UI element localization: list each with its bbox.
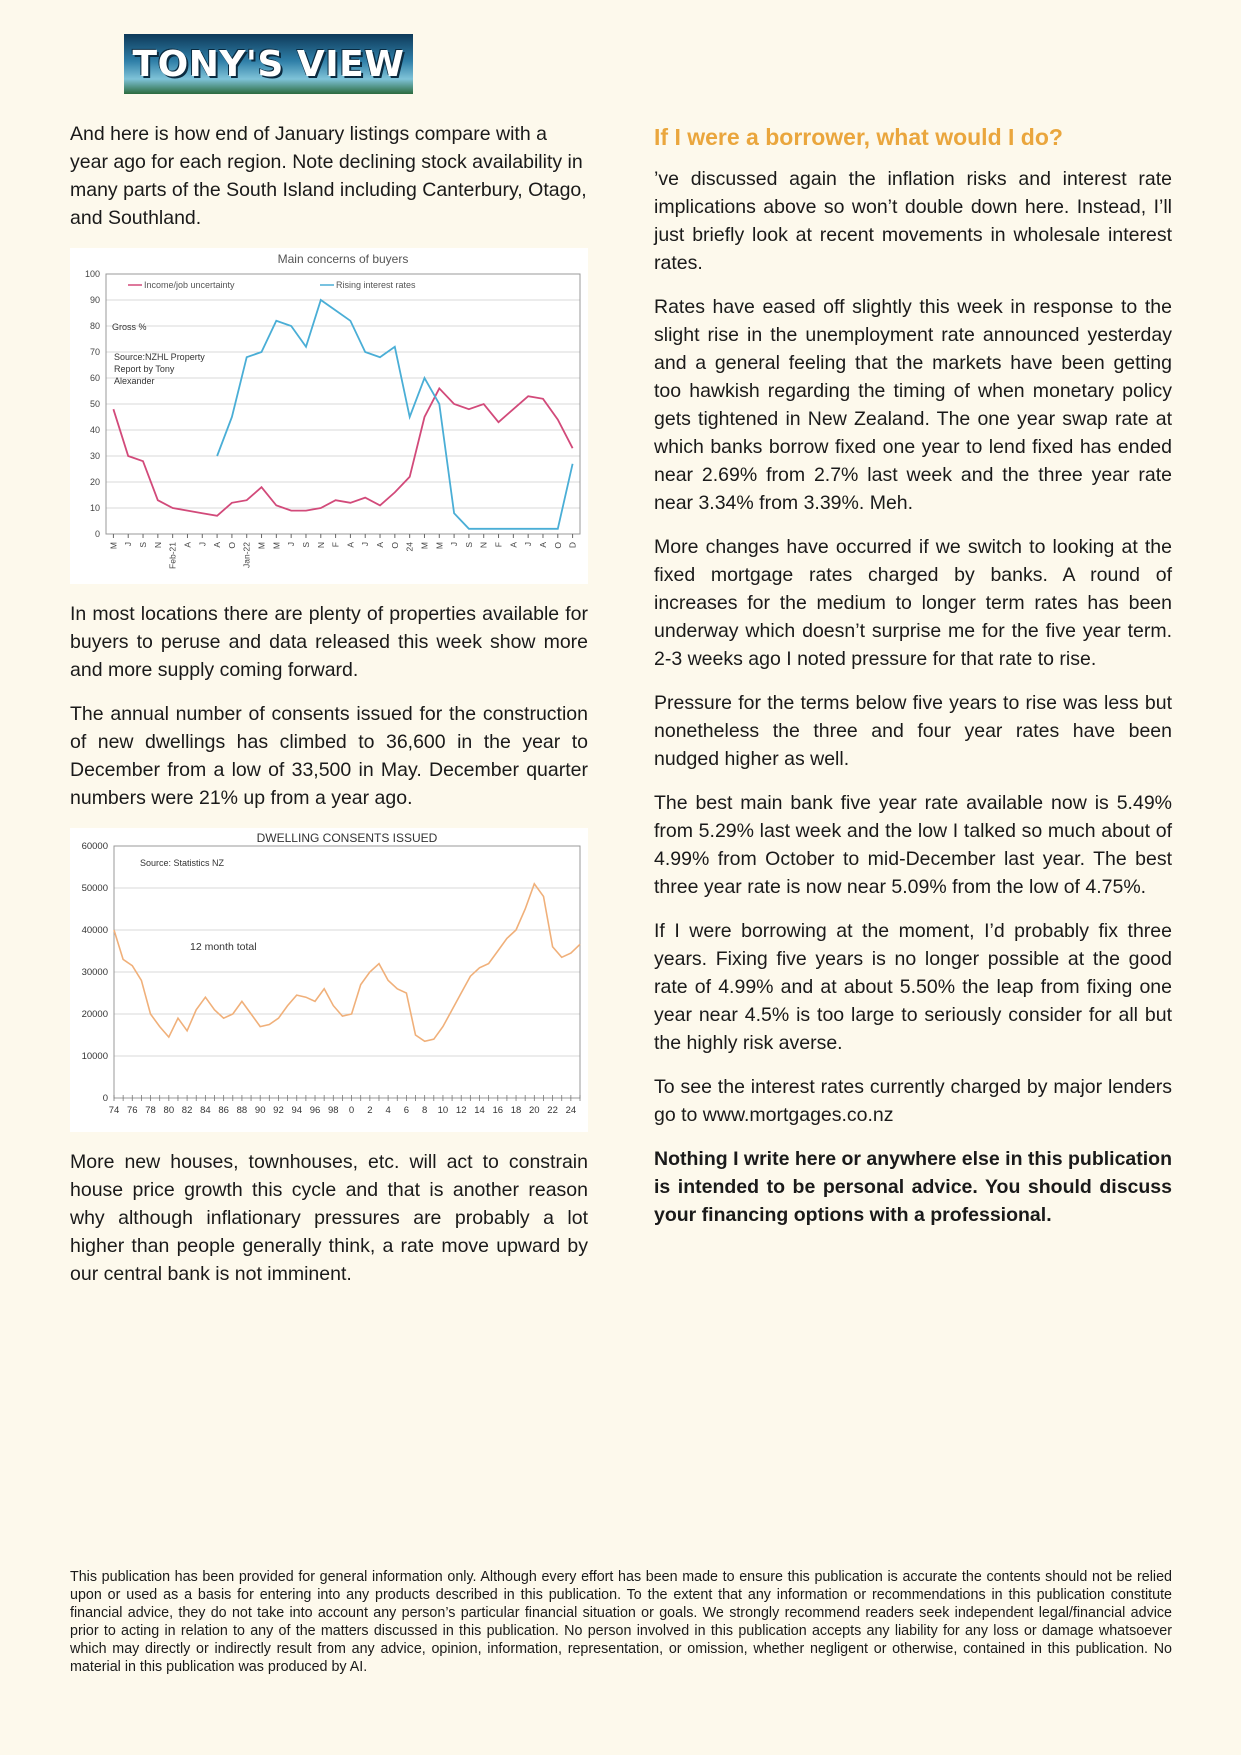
y-tick-label: 60 (89, 373, 100, 383)
x-tick-label: M (108, 542, 119, 550)
supply-paragraph: In most locations there are plenty of properties available for buyers to peruse and data released this week show more and more supply coming forward. (70, 603, 588, 681)
x-tick-label: A (182, 542, 193, 548)
left-column (70, 120, 588, 1304)
five-year-rate-paragraph: The best main bank five year rate available now is 5.49% from 5.29% last week and the low I talked so much about of 4.99% from October to mid-December last year. The best three year rate is now near 5.09% from the low of 4.75%. (654, 792, 1172, 898)
disclaimer: This publication has been provided for general information only. Although every effort has been made to ensure this publication is accurate the contents should not be relied upon or used as a basis for entering into any products described in this publication. To the extent that any information or recommendations in this publication constitute financial advice, they do not take into account any person’s particular financial situation or goals. We strongly recommend readers seek independent legal/financial advice prior to acting in relation to any of the matters discussed in this publication. No person involved in this publication accepts any liability for any loss or damage whatsoever which may directly or indirectly result from any advice, opinion, information, representation, or omission, whether negligent or otherwise, contained in this publication. No material in this publication was produced by AI. (70, 1569, 1172, 1675)
x-tick-label: N (152, 542, 163, 549)
x-tick-label: O (226, 542, 237, 549)
listings-paragraph: And here is how end of January listings compare with a year ago for each region. Note declining stock availability in many parts of the South Island including Canterbury, Otago, and Southland. (70, 123, 587, 229)
x-tick-label: Feb-21 (167, 542, 178, 569)
legend-label: Rising interest rates (336, 280, 416, 290)
x-tick-label: 6 (403, 1105, 410, 1116)
right-column (654, 120, 1172, 1245)
x-tick-label: M (419, 542, 430, 550)
consents-paragraph: The annual number of consents issued for the construction of new dwellings has climbed to 36,600 in the year to December from a low of 33,500 in May. December quarter numbers were 21% up from a year ago. (70, 703, 588, 809)
x-tick-label: 88 (236, 1105, 248, 1116)
series-line (113, 388, 572, 515)
chart-title: DWELLING CONSENTS ISSUED (256, 831, 438, 845)
y-axis-label: Gross % (112, 322, 147, 332)
y-tick-label: 50000 (81, 883, 108, 894)
x-tick-label: N (478, 542, 489, 549)
y-tick-label: 10000 (81, 1051, 108, 1062)
chart-source-note: Source:NZHL Property (114, 351, 205, 362)
x-tick-label: 24 (404, 542, 415, 552)
x-tick-label: J (286, 542, 297, 547)
x-tick-label: A (537, 542, 548, 548)
x-tick-label: 20 (529, 1105, 540, 1116)
y-tick-label: 40000 (81, 925, 108, 936)
x-tick-label: O (389, 542, 400, 549)
x-tick-label: A (212, 542, 223, 548)
x-tick-label: A (375, 542, 386, 548)
x-tick-label: 24 (565, 1105, 577, 1116)
x-tick-label: 8 (422, 1105, 428, 1116)
x-tick-label: 0 (348, 1105, 355, 1116)
chart-source-note: Source: Statistics NZ (140, 857, 225, 868)
dwelling-consents-chart (70, 828, 588, 1132)
x-tick-label: J (123, 542, 134, 547)
x-tick-label: 84 (200, 1105, 211, 1116)
series-line (217, 300, 572, 529)
chart-source-note: Alexander (114, 375, 155, 386)
series-line (114, 884, 580, 1042)
x-tick-label: D (567, 542, 578, 549)
x-tick-label: J (197, 542, 208, 547)
x-tick-label: 22 (547, 1105, 558, 1116)
x-tick-label: S (300, 542, 311, 548)
legend-label: Income/job uncertainty (144, 280, 235, 290)
x-tick-label: 18 (510, 1105, 522, 1116)
x-tick-label: A (345, 542, 356, 548)
x-tick-label: 10 (437, 1105, 449, 1116)
x-tick-label: M (434, 542, 445, 550)
x-tick-label: A (508, 542, 519, 548)
x-tick-label: 90 (254, 1105, 266, 1116)
y-tick-label: 20 (89, 477, 100, 487)
x-tick-label: Jan-22 (241, 542, 252, 568)
y-tick-label: 70 (89, 347, 100, 357)
x-tick-label: 98 (328, 1105, 339, 1116)
y-tick-label: 80 (89, 321, 100, 331)
x-tick-label: 78 (145, 1105, 156, 1116)
not-advice-paragraph: Nothing I write here or anywhere else in this publication is intended to be personal advice. You should discuss your financing options with a professional. (654, 1148, 1172, 1226)
wholesale-rates-paragraph: ’ve discussed again the inflation risks and interest rate implications above so won’t double down here. Instead, I’ll just briefly look at recent movements in wholesale interest rates. (654, 168, 1172, 274)
house-price-paragraph: More new houses, townhouses, etc. will act to constrain house price growth this cycle and that is another reason why although inflationary pressures are probably a lot higher than people generally think, a rate move upward by our central bank is not imminent. (70, 1151, 588, 1285)
x-tick-label: 12 (455, 1105, 467, 1116)
y-tick-label: 30000 (81, 967, 108, 978)
x-tick-label: J (360, 542, 371, 547)
chart-source-note: Report by Tony (114, 363, 175, 374)
tonys-view-logo (124, 34, 413, 94)
y-tick-label: 40 (89, 425, 100, 435)
x-tick-label: M (271, 542, 282, 550)
logo-text: TONY'S VIEW (132, 43, 405, 85)
x-tick-label: 96 (309, 1105, 321, 1116)
mortgages-link-paragraph: To see the interest rates currently charged by major lenders go to www.mortgages.co.nz (654, 1076, 1172, 1126)
x-tick-label: 94 (291, 1105, 303, 1116)
x-tick-label: J (449, 542, 460, 547)
x-tick-label: 76 (126, 1105, 138, 1116)
x-tick-label: 14 (474, 1105, 485, 1116)
shorter-terms-paragraph: Pressure for the terms below five years to rise was less but nonetheless the three and four year rates have been nudged higher as well. (654, 692, 1172, 770)
x-tick-label: 86 (218, 1105, 229, 1116)
x-tick-label: S (463, 542, 474, 548)
y-tick-label: 30 (89, 451, 100, 461)
fix-three-years-paragraph: If I were borrowing at the moment, I’d probably fix three years. Fixing five years is no longer possible at the good rate of 4.99% and at about 5.50% the leap from fixing one year near 4.5% is too large to seriously consider for all but the highly risk averse. (654, 920, 1172, 1054)
x-tick-label: J (523, 542, 534, 547)
x-tick-label: 4 (385, 1105, 391, 1116)
y-tick-label: 0 (102, 1093, 108, 1104)
y-tick-label: 20000 (81, 1009, 108, 1020)
series-label: 12 month total (190, 940, 257, 953)
chart-title: Main concerns of buyers (277, 252, 409, 266)
y-tick-label: 10 (89, 503, 100, 513)
borrower-heading: If I were a borrower, what would I do? (654, 124, 1063, 150)
x-tick-label: F (493, 542, 504, 548)
y-tick-label: 0 (94, 529, 100, 539)
x-tick-label: F (330, 542, 341, 548)
x-tick-label: 80 (163, 1105, 175, 1116)
x-tick-label: 92 (273, 1105, 284, 1116)
x-tick-label: M (256, 542, 267, 550)
x-tick-label: N (315, 542, 326, 549)
x-tick-label: 2 (367, 1105, 373, 1116)
x-tick-label: 16 (492, 1105, 504, 1116)
y-tick-label: 90 (89, 295, 100, 305)
mortgage-rates-paragraph: More changes have occurred if we switch to looking at the fixed mortgage rates charged by banks. A round of increases for the medium to longer term rates has been underway which doesn’t surprise me for the five year term. 2-3 weeks ago I noted pressure for that rate to rise. (654, 536, 1172, 670)
x-tick-label: S (138, 542, 149, 548)
x-tick-label: O (552, 542, 563, 549)
y-tick-label: 60000 (81, 841, 108, 852)
buyers-concerns-chart (70, 248, 588, 584)
x-tick-label: 74 (108, 1105, 120, 1116)
y-tick-label: 50 (89, 399, 100, 409)
y-tick-label: 100 (84, 269, 100, 279)
x-tick-label: 82 (181, 1105, 193, 1116)
swap-rates-paragraph: Rates have eased off slightly this week in response to the slight rise in the unemployment rate announced yesterday and a general feeling that the markets have been getting too hawkish regarding the timing of when monetary policy gets tightened in New Zealand. The one year swap rate at which banks borrow fixed one year to lend fixed has ended near 2.69% from 2.7% last week and the three year rate near 3.34% from 3.39%. Meh. (654, 296, 1172, 514)
